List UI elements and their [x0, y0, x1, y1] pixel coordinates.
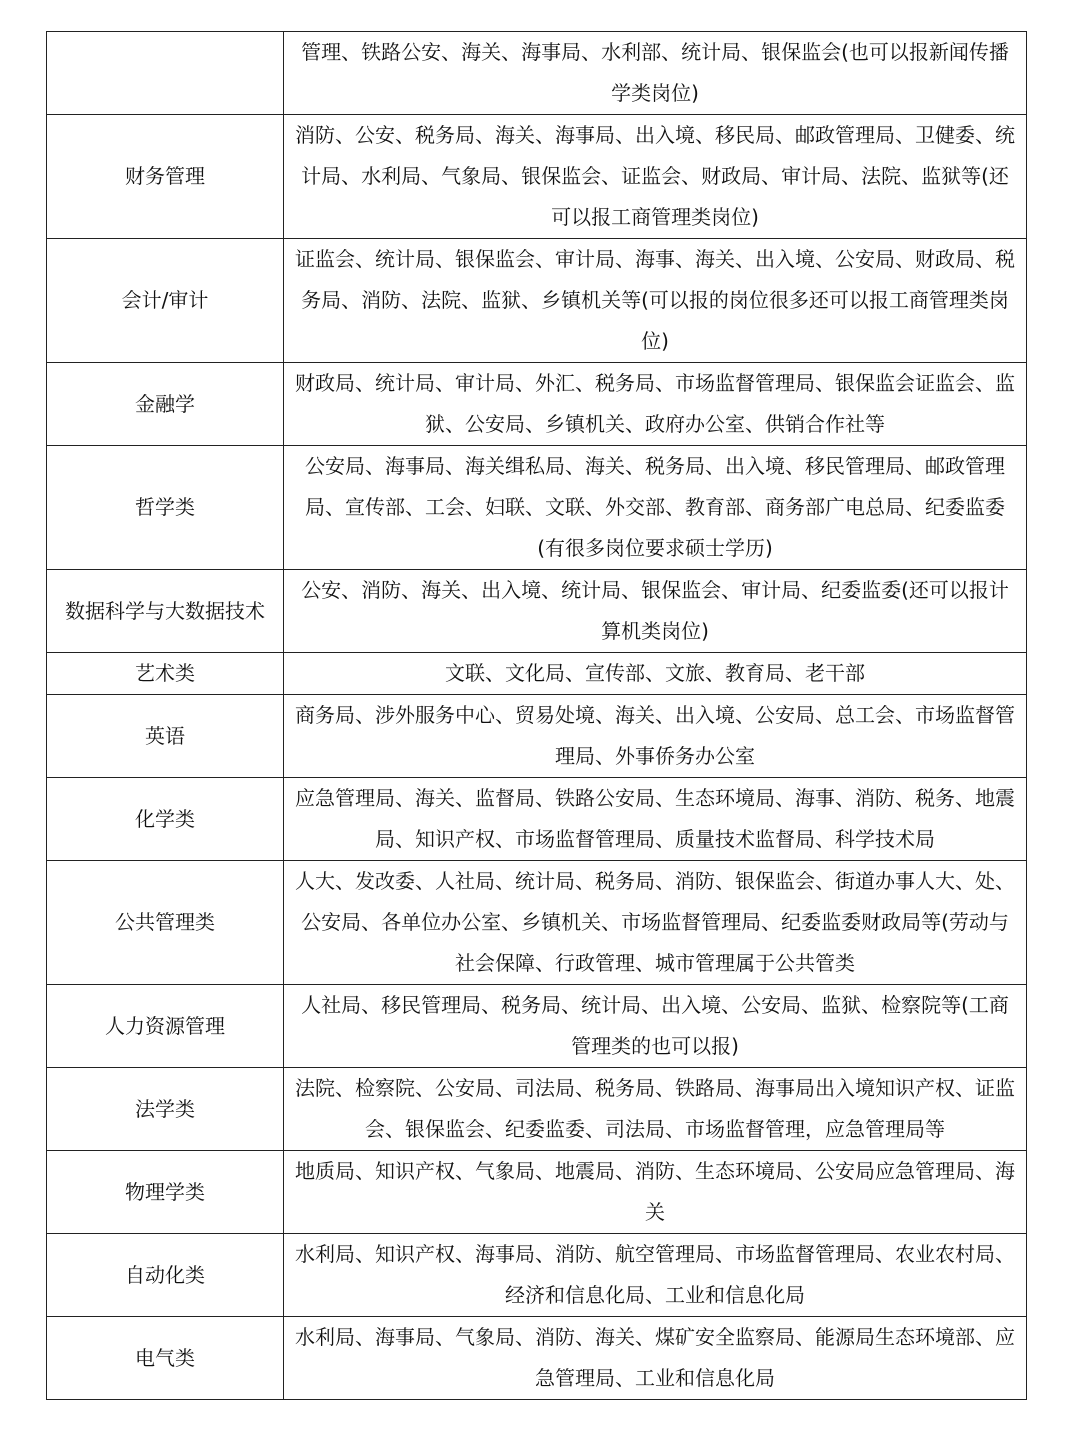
departments-cell: 水利局、知识产权、海事局、消防、航空管理局、市场监督管理局、农业农村局、经济和信息化局、工业和信息化局 [284, 1234, 1027, 1317]
major-cell: 财务管理 [47, 115, 284, 239]
major-cell: 艺术类 [47, 653, 284, 695]
major-cell: 物理学类 [47, 1151, 284, 1234]
major-cell: 自动化类 [47, 1234, 284, 1317]
major-cell: 法学类 [47, 1068, 284, 1151]
table-row [47, 653, 1027, 695]
major-cell: 化学类 [47, 778, 284, 861]
table-row [47, 363, 1027, 446]
table-row [47, 570, 1027, 653]
table-row [47, 985, 1027, 1068]
table-row [47, 861, 1027, 985]
departments-cell: 人大、发改委、人社局、统计局、税务局、消防、银保监会、街道办事人大、处、公安局、各单位办公室、乡镇机关、市场监督管理局、纪委监委财政局等(劳动与社会保障、行政管理、城市管理属于公共管类 [284, 861, 1027, 985]
table-row [47, 446, 1027, 570]
major-cell: 会计/审计 [47, 239, 284, 363]
major-cell: 英语 [47, 695, 284, 778]
major-cell: 人力资源管理 [47, 985, 284, 1068]
departments-cell: 应急管理局、海关、监督局、铁路公安局、生态环境局、海事、消防、税务、地震局、知识产权、市场监督管理局、质量技术监督局、科学技术局 [284, 778, 1027, 861]
departments-cell: 文联、文化局、宣传部、文旅、教育局、老干部 [284, 653, 1027, 695]
departments-cell: 人社局、移民管理局、税务局、统计局、出入境、公安局、监狱、检察院等(工商管理类的也可以报) [284, 985, 1027, 1068]
departments-cell: 商务局、涉外服务中心、贸易处境、海关、出入境、公安局、总工会、市场监督管理局、外事侨务办公室 [284, 695, 1027, 778]
major-cell [47, 32, 284, 115]
major-cell: 公共管理类 [47, 861, 284, 985]
table-row [47, 1068, 1027, 1151]
major-cell: 数据科学与大数据技术 [47, 570, 284, 653]
departments-cell: 水利局、海事局、气象局、消防、海关、煤矿安全监察局、能源局生态环境部、应急管理局、工业和信息化局 [284, 1317, 1027, 1400]
departments-cell: 财政局、统计局、审计局、外汇、税务局、市场监督管理局、银保监会证监会、监狱、公安局、乡镇机关、政府办公室、供销合作社等 [284, 363, 1027, 446]
majors-departments-table [46, 31, 1027, 1400]
departments-cell: 公安局、海事局、海关缉私局、海关、税务局、出入境、移民管理局、邮政管理局、宣传部、工会、妇联、文联、外交部、教育部、商务部广电总局、纪委监委(有很多岗位要求硕士学历) [284, 446, 1027, 570]
table-row [47, 695, 1027, 778]
major-cell: 电气类 [47, 1317, 284, 1400]
table-row [47, 32, 1027, 115]
departments-cell: 管理、铁路公安、海关、海事局、水利部、统计局、银保监会(也可以报新闻传播学类岗位) [284, 32, 1027, 115]
table-row [47, 115, 1027, 239]
departments-cell: 证监会、统计局、银保监会、审计局、海事、海关、出入境、公安局、财政局、税务局、消防、法院、监狱、乡镇机关等(可以报的岗位很多还可以报工商管理类岗位) [284, 239, 1027, 363]
departments-cell: 地质局、知识产权、气象局、地震局、消防、生态环境局、公安局应急管理局、海关 [284, 1151, 1027, 1234]
departments-cell: 消防、公安、税务局、海关、海事局、出入境、移民局、邮政管理局、卫健委、统计局、水利局、气象局、银保监会、证监会、财政局、审计局、法院、监狱等(还可以报工商管理类岗位) [284, 115, 1027, 239]
table-row [47, 1151, 1027, 1234]
major-cell: 金融学 [47, 363, 284, 446]
departments-cell: 法院、检察院、公安局、司法局、税务局、铁路局、海事局出入境知识产权、证监会、银保监会、纪委监委、司法局、市场监督管理，应急管理局等 [284, 1068, 1027, 1151]
table-row [47, 239, 1027, 363]
table-row [47, 778, 1027, 861]
departments-cell: 公安、消防、海关、出入境、统计局、银保监会、审计局、纪委监委(还可以报计算机类岗位) [284, 570, 1027, 653]
table-row [47, 1317, 1027, 1400]
major-cell: 哲学类 [47, 446, 284, 570]
table-row [47, 1234, 1027, 1317]
